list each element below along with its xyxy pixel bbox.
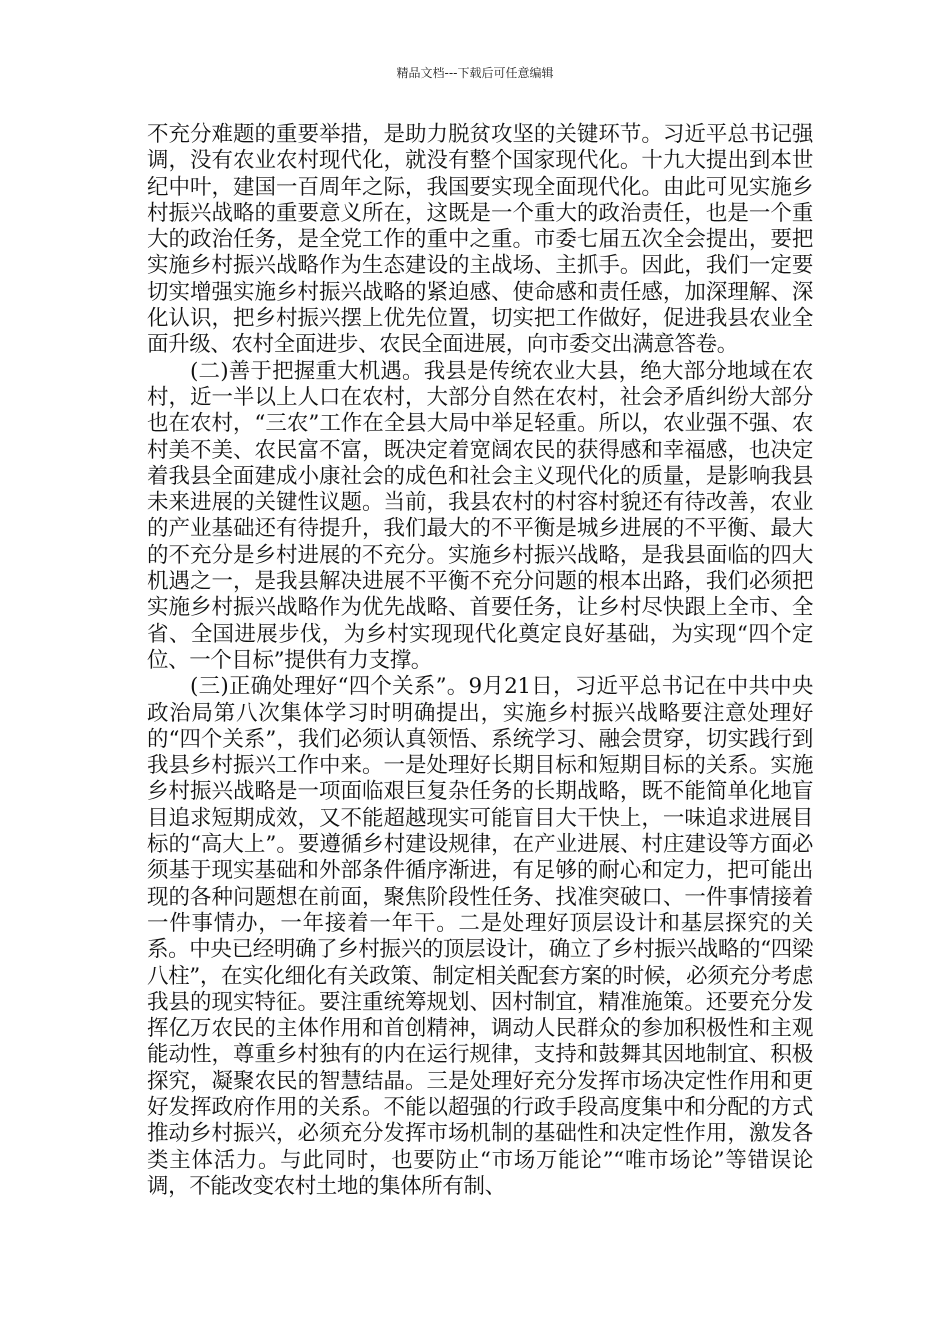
document-body [147,122,813,1200]
paragraph-1: 不充分难题的重要举措，是助力脱贫攻坚的关键环节。习近平总书记强调，没有农业农村现代化，就没有整个国家现代化。十九大提出到本世纪中叶，建国一百周年之际，我国要实现全面现代化。由此可见实施乡村振兴战略的重要意义所在，这既是一个重大的政治责任，也是一个重大的政治任务，是全党工作的重中之重。市委七届五次全会提出，要把实施乡村振兴战略作为生态建设的主战场、主抓手。因此，我们一定要切实增强实施乡村振兴战略的紧迫感、使命感和责任感，加深理解、深化认识，把乡村振兴摆上优先位置，切实把工作做好，促进我县农业全面升级、农村全面进步、农民全面进展，向市委交出满意答卷。 [147,122,813,358]
paragraph-2: (二)善于把握重大机遇。我县是传统农业大县，绝大部分地域在农村，近一半以上人口在农村，大部分自然在农村，社会矛盾纠纷大部分也在农村，“三农”工作在全县大局中举足轻重。所以，农业强不强、农村美不美、农民富不富，既决定着宽阔农民的获得感和幸福感，也决定着我县全面建成小康社会的成色和社会主义现代化的质量，是影响我县未来进展的关键性议题。当前，我县农村的村容村貌还有待改善，农业的产业基础还有待提升，我们最大的不平衡是城乡进展的不平衡、最大的不充分是乡村进展的不充分。实施乡村振兴战略，是我县面临的四大机遇之一，是我县解决进展不平衡不充分问题的根本出路，我们必须把实施乡村振兴战略作为优先战略、首要任务，让乡村尽快跟上全市、全省、全国进展步伐，为乡村实现现代化奠定良好基础，为实现“四个定位、一个目标”提供有力支撑。 [147,358,813,673]
paragraph-3: (三)正确处理好“四个关系”。9月21日，习近平总书记在中共中央政治局第八次集体学习时明确提出，实施乡村振兴战略要注意处理好的“四个关系”，我们必须认真领悟、系统学习、融会贯穿，切实践行到我县乡村振兴工作中来。一是处理好长期目标和短期目标的关系。实施乡村振兴战略是一项面临艰巨复杂任务的长期战略，既不能简单化地盲目追求短期成效，又不能超越现实可能盲目大干快上，一味追求进展目标的“高大上”。要遵循乡村建设规律，在产业进展、村庄建设等方面必须基于现实基础和外部条件循序渐进，有足够的耐心和定力，把可能出现的各种问题想在前面，聚焦阶段性任务、找准突破口、一件事情接着一件事情办，一年接着一年干。二是处理好顶层设计和基层探究的关系。中央已经明确了乡村振兴的顶层设计，确立了乡村振兴战略的“四梁八柱”，在实化细化有关政策、制定相关配套方案的时候，必须充分考虑我县的现实特征。要注重统筹规划、因村制宜，精准施策。还要充分发挥亿万农民的主体作用和首创精神，调动人民群众的参加积极性和主观能动性，尊重乡村独有的内在运行规律，支持和鼓舞其因地制宜、积极探究，凝聚农民的智慧结晶。三是处理好充分发挥市场决定性作用和更好发挥政府作用的关系。不能以超强的行政手段高度集中和分配的方式推动乡村振兴，必须充分发挥市场机制的基础性和决定性作用，激发各类主体活力。与此同时，也要防止“市场万能论”“唯市场论”等错误论调，不能改变农村土地的集体所有制、 [147,674,813,1199]
page-header: 精品文档---下载后可任意编辑 [396,66,554,80]
